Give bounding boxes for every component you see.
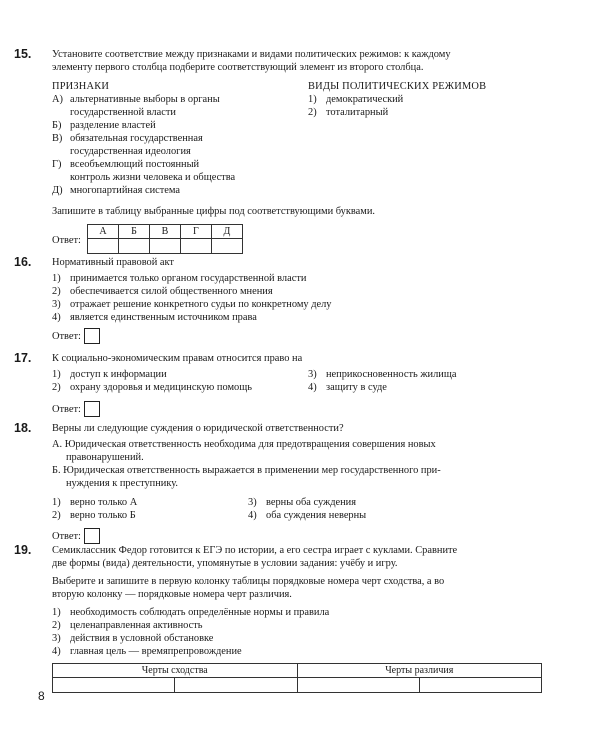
option-item: 3) отражает решение конкретного судьи по конкретному делу (52, 299, 332, 310)
question-number: 18. (14, 421, 32, 435)
question-text: Верны ли следующие суждения о юридической ответственности? (52, 423, 344, 434)
question-16 (14, 255, 544, 344)
answer-cell[interactable] (87, 239, 118, 254)
option-item: 3) неприкосновенность жилища (308, 369, 457, 380)
answer-cell[interactable] (297, 678, 419, 693)
regimes-header: ВИДЫ ПОЛИТИЧЕСКИХ РЕЖИМОВ (308, 81, 487, 92)
feature-item: Б) разделение властей (52, 120, 156, 131)
answer-label: Ответ: (52, 530, 81, 542)
feature-item: А) альтернативные выборы в органы государственной власти (52, 94, 220, 118)
option-item: 4) оба суждения неверны (248, 510, 367, 521)
question-number: 16. (14, 255, 32, 269)
answer-cell[interactable] (118, 239, 149, 254)
option-item: 1) необходимость соблюдать определённые нормы и правила (52, 607, 330, 618)
question-15 (14, 47, 544, 254)
answer-cell[interactable] (180, 239, 211, 254)
option-item: 3) действия в условной обстановке (52, 633, 214, 644)
option-item: 2) охрану здоровья и медицинскую помощь (52, 382, 252, 393)
table-header-cell: Б (118, 225, 149, 239)
answer-cell[interactable] (53, 678, 175, 693)
question-18 (14, 421, 544, 544)
instruction-text: Выберите и запишите в первую колонку таблицы порядковые номера черт сходства, а во вторую колонку — порядковые номера черт различия. (52, 576, 445, 600)
question-text: Нормативный правовой акт (52, 257, 174, 268)
answer-box[interactable] (84, 528, 100, 544)
answer-box[interactable] (84, 401, 100, 417)
similar-header: Черты сходства (53, 664, 298, 678)
option-item: 1) доступ к информации (52, 369, 167, 380)
option-item: 4) защиту в суде (308, 382, 387, 393)
option-item: 1) принимается только органом государственной власти (52, 273, 307, 284)
statement-b: Б. Юридическая ответственность выражается в применении мер государственного при- нуждения к преступнику. (52, 465, 441, 489)
option-item: 2) обеспечивается силой общественного мнения (52, 286, 273, 297)
option-item: 2) верно только Б (52, 510, 136, 521)
statement-a: А. Юридическая ответственность необходима для предотвращения совершения новых правонарушений. (52, 439, 436, 463)
answer-label: Ответ: (52, 235, 81, 246)
question-text: Установите соответствие между признаками и видами политических режимов: к каждому (52, 49, 451, 60)
question-number: 17. (14, 351, 32, 365)
option-item: 4) является единственным источником права (52, 312, 257, 323)
answer-cell[interactable] (419, 678, 541, 693)
table-header-cell: В (149, 225, 180, 239)
page-number: 8 (38, 689, 45, 703)
question-number: 15. (14, 47, 32, 61)
option-item: 1) верно только А (52, 497, 138, 508)
feature-item: В) обязательная государственная государственная идеология (52, 133, 203, 157)
answer-cell[interactable] (149, 239, 180, 254)
question-17 (14, 351, 544, 417)
table-instruction: Запишите в таблицу выбранные цифры под соответствующими буквами. (52, 206, 376, 217)
regime-item: 1) демократический (308, 94, 404, 105)
answer-label: Ответ: (52, 330, 81, 342)
answer-label: Ответ: (52, 403, 81, 415)
features-header: ПРИЗНАКИ (52, 81, 110, 92)
regimes-column (308, 80, 544, 197)
answer-box[interactable] (84, 328, 100, 344)
regime-item: 2) тоталитарный (308, 107, 389, 118)
features-column (52, 80, 308, 197)
feature-item: Д) многопартийная система (52, 185, 181, 196)
different-header: Черты различия (297, 664, 542, 678)
table-header-cell: Д (211, 225, 242, 239)
question-text: Семиклассник Федор готовится к ЕГЭ по истории, а его сестра играет с куклами. Сравните две формы (вида) деятельности, упомянутые в условии задания: учёбу и игру. (52, 545, 458, 569)
question-text: элементу первого столбца подберите соответствующий элемент из второго столбца. (52, 62, 424, 73)
option-item: 4) главная цель — времяпрепровождение (52, 646, 242, 657)
table-header-cell: Г (180, 225, 211, 239)
question-text: К социально-экономическим правам относится право на (52, 353, 303, 364)
option-item: 2) целенаправленная активность (52, 620, 203, 631)
answer-cell[interactable] (211, 239, 242, 254)
answer-cell[interactable] (175, 678, 297, 693)
feature-item: Г) всеобъемлющий постоянный контроль жизни человека и общества (52, 159, 236, 183)
question-number: 19. (14, 543, 32, 557)
answer-table (87, 224, 243, 254)
comparison-table (52, 663, 542, 693)
question-19 (14, 543, 544, 693)
option-item: 3) верны оба суждения (248, 497, 356, 508)
table-header-cell: А (87, 225, 118, 239)
